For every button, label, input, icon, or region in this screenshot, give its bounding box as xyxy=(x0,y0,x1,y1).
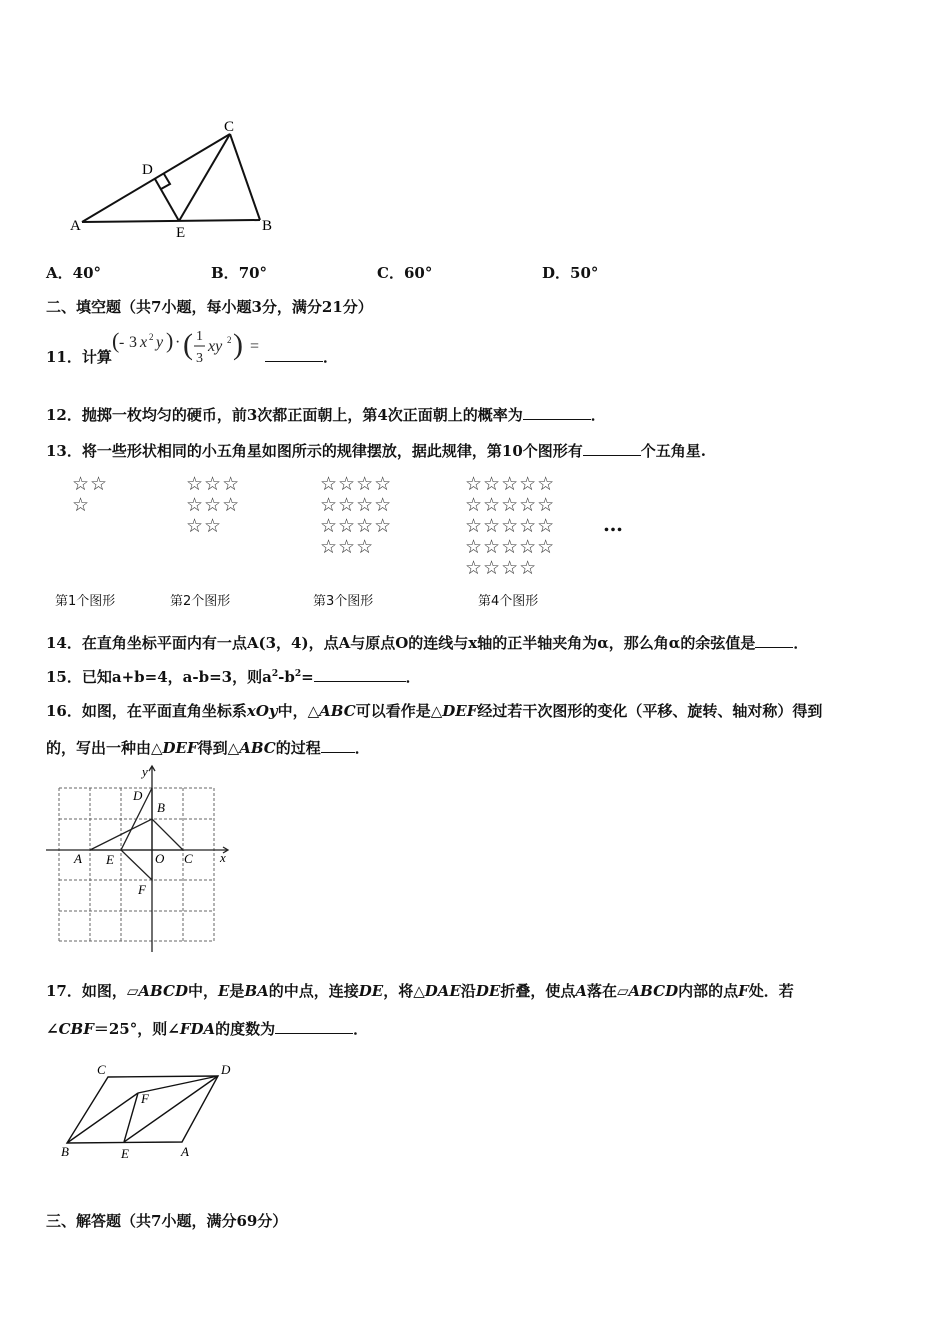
q11-expression xyxy=(112,324,267,370)
q13-after: 个五角星. xyxy=(640,442,706,460)
question-16-line-1 xyxy=(46,700,822,721)
option-a-value: 40° xyxy=(72,264,102,282)
question-12 xyxy=(46,404,606,425)
para-label-b: B xyxy=(61,1144,69,1159)
svg-text:=: = xyxy=(250,338,260,355)
q12-text: 12．抛掷一枚均匀的硬币，前3次都正面朝上，第4次正面朝上的概率为 xyxy=(46,406,523,424)
q17-abcd-2: ABCD xyxy=(628,982,679,1000)
q15-end: ． xyxy=(405,668,421,686)
svg-text:-: - xyxy=(119,334,125,351)
q11-label: 11．计算 xyxy=(46,348,112,366)
grid-label-b: B xyxy=(157,800,165,815)
option-d xyxy=(542,262,598,283)
caption-figure-4: 第4个图形 xyxy=(478,594,539,609)
q13-text: 13．将一些形状相同的小五角星如图所示的规律摆放，据此规律，第10个图形有 xyxy=(46,442,583,460)
q16-xoy: xOy xyxy=(246,702,278,720)
q17-e: E xyxy=(217,982,230,1000)
q17-ba: BA xyxy=(244,982,269,1000)
q11-end: ． xyxy=(323,348,339,366)
q17-text-d: 的中点，连接 xyxy=(268,982,359,1000)
q16-text-d: 经过若干次图形的变化（平移、旋转、轴对称）得到 xyxy=(477,702,823,720)
q16-text-a: 16．如图，在平面直角坐标系 xyxy=(46,702,247,720)
question-14 xyxy=(46,632,808,653)
q17-f: F xyxy=(738,982,749,1000)
svg-text:y: y xyxy=(156,334,164,351)
question-13 xyxy=(46,440,706,461)
q16-text-e: 的，写出一种由△ xyxy=(46,739,163,757)
q17-text-m: 的度数为 xyxy=(215,1020,276,1038)
q17-text-i: 内部的点 xyxy=(678,982,739,1000)
q15-post: = xyxy=(301,668,314,686)
q15-blank[interactable] xyxy=(314,667,406,682)
q16-def: DEF xyxy=(442,702,478,720)
option-c-value: 60° xyxy=(403,264,433,282)
caption-figure-2: 第2个图形 xyxy=(170,594,231,609)
stars-figure-2: ☆☆☆ ☆☆☆ ☆☆ xyxy=(186,473,241,537)
q15-mid: -b xyxy=(278,668,295,686)
para-label-f: F xyxy=(141,1091,149,1106)
q17-text-f: 沿 xyxy=(460,982,476,1000)
grid-label-y: y xyxy=(142,764,148,779)
grid-label-o: O xyxy=(155,851,165,866)
stars-figure-3: ☆☆☆☆ ☆☆☆☆ ☆☆☆☆ ☆☆☆ xyxy=(320,473,393,558)
q17-abcd: ABCD xyxy=(138,982,188,1000)
para-label-a: A xyxy=(181,1144,189,1159)
svg-text:3: 3 xyxy=(196,351,203,366)
q16-end: ． xyxy=(354,739,370,757)
q17-text-k: ∠ xyxy=(46,1020,59,1038)
q15-sup-2: 2 xyxy=(294,669,302,679)
label-E: E xyxy=(176,225,186,241)
svg-text:(: ( xyxy=(183,328,193,361)
svg-text:xy: xy xyxy=(208,338,223,355)
para-label-e: E xyxy=(121,1146,129,1161)
q17-text-a: 17．如图，▱ xyxy=(46,982,139,1000)
svg-text:3: 3 xyxy=(129,334,137,351)
q16-blank[interactable] xyxy=(321,738,355,753)
grid-label-d: D xyxy=(133,788,143,803)
q11-blank[interactable] xyxy=(265,347,323,362)
q13-blank[interactable] xyxy=(583,441,641,456)
grid-label-e: E xyxy=(106,852,114,867)
grid-label-a: A xyxy=(74,851,82,866)
q16-text-g: 的过程 xyxy=(275,739,321,757)
triangle-figure-q10 xyxy=(60,112,290,242)
option-a-letter: A． xyxy=(46,264,73,282)
label-B: B xyxy=(262,218,273,234)
svg-text:1: 1 xyxy=(196,329,203,344)
stars-figure-1: ☆☆ ☆ xyxy=(72,473,109,516)
option-b-value: 70° xyxy=(238,264,268,282)
q16-text-c: 可以看作是△ xyxy=(355,702,443,720)
grid-label-x: x xyxy=(220,850,226,865)
svg-text:2: 2 xyxy=(149,332,154,342)
section-3-heading: 三、解答题（共7小题，满分69分） xyxy=(46,1212,288,1230)
label-C: C xyxy=(224,119,235,135)
svg-text:2: 2 xyxy=(227,335,232,345)
q16-text-b: 中，△ xyxy=(277,702,320,720)
coordinate-grid-figure-q16 xyxy=(44,764,234,954)
question-15 xyxy=(46,666,421,687)
q17-a: A xyxy=(575,982,587,1000)
q17-end: ． xyxy=(353,1020,369,1038)
caption-figure-1: 第1个图形 xyxy=(55,594,116,609)
q12-blank[interactable] xyxy=(523,405,591,420)
option-b-letter: B． xyxy=(211,264,239,282)
question-11 xyxy=(46,346,112,367)
option-c xyxy=(377,262,432,283)
option-b xyxy=(211,262,267,283)
q14-blank[interactable] xyxy=(755,633,793,648)
q17-text-b: 中， xyxy=(187,982,218,1000)
q17-text-h: 落在▱ xyxy=(587,982,629,1000)
svg-text:): ) xyxy=(233,328,243,361)
option-d-value: 50° xyxy=(570,264,599,282)
question-17-line-1 xyxy=(46,980,794,1001)
parallelogram-figure-q17 xyxy=(55,1060,245,1165)
svg-text:x: x xyxy=(140,334,148,351)
q16-def-2: DEF xyxy=(162,739,198,757)
para-label-c: C xyxy=(97,1062,106,1077)
q17-blank[interactable] xyxy=(275,1019,353,1034)
q16-abc: ABC xyxy=(319,702,356,720)
svg-text:(: ( xyxy=(112,328,120,353)
q17-text-j: 处．若 xyxy=(748,982,794,1000)
q12-end: ． xyxy=(590,406,606,424)
q17-text-c: 是 xyxy=(229,982,245,1000)
q17-de-2: DE xyxy=(475,982,501,1000)
q17-text-g: 折叠，使点 xyxy=(500,982,576,1000)
q15-pre: 15．已知a+b=4，a-b=3，则a xyxy=(46,668,272,686)
svg-text:·: · xyxy=(175,334,181,351)
svg-text:): ) xyxy=(166,328,174,353)
q16-abc-2: ABC xyxy=(239,739,276,757)
q17-text-e: ，将△ xyxy=(383,982,425,1000)
q11-answer xyxy=(265,346,338,367)
q14-text: 14．在直角坐标平面内有一点A(3，4)，点A与原点O的连线与x轴的正半轴夹角为α，那么角α的余弦值是 xyxy=(46,634,756,652)
q15-sup-1: 2 xyxy=(271,669,279,679)
option-d-letter: D． xyxy=(542,264,571,282)
q16-text-f: 得到△ xyxy=(197,739,240,757)
para-label-d: D xyxy=(221,1062,231,1077)
grid-label-f: F xyxy=(138,882,146,897)
q14-end: ． xyxy=(793,634,809,652)
q17-cbf: CBF xyxy=(58,1020,94,1038)
label-D: D xyxy=(142,162,153,178)
label-A: A xyxy=(70,218,81,234)
option-c-letter: C． xyxy=(377,264,404,282)
option-a xyxy=(46,262,101,283)
question-17-line-2 xyxy=(46,1018,368,1039)
section-2-heading: 二、填空题（共7小题，每小题3分，满分21分） xyxy=(46,298,373,316)
stars-figure-4: ☆☆☆☆☆ ☆☆☆☆☆ ☆☆☆☆☆ ☆☆☆☆☆ ☆☆☆☆ xyxy=(465,473,556,579)
caption-figure-3: 第3个图形 xyxy=(313,594,374,609)
q17-de: DE xyxy=(358,982,384,1000)
q17-fda: FDA xyxy=(179,1020,216,1038)
q17-dae: DAE xyxy=(424,982,461,1000)
grid-label-c: C xyxy=(184,851,193,866)
q17-text-l: ＝25°，则∠ xyxy=(93,1020,180,1038)
stars-ellipsis: … xyxy=(603,512,623,536)
question-16-line-2 xyxy=(46,737,370,758)
